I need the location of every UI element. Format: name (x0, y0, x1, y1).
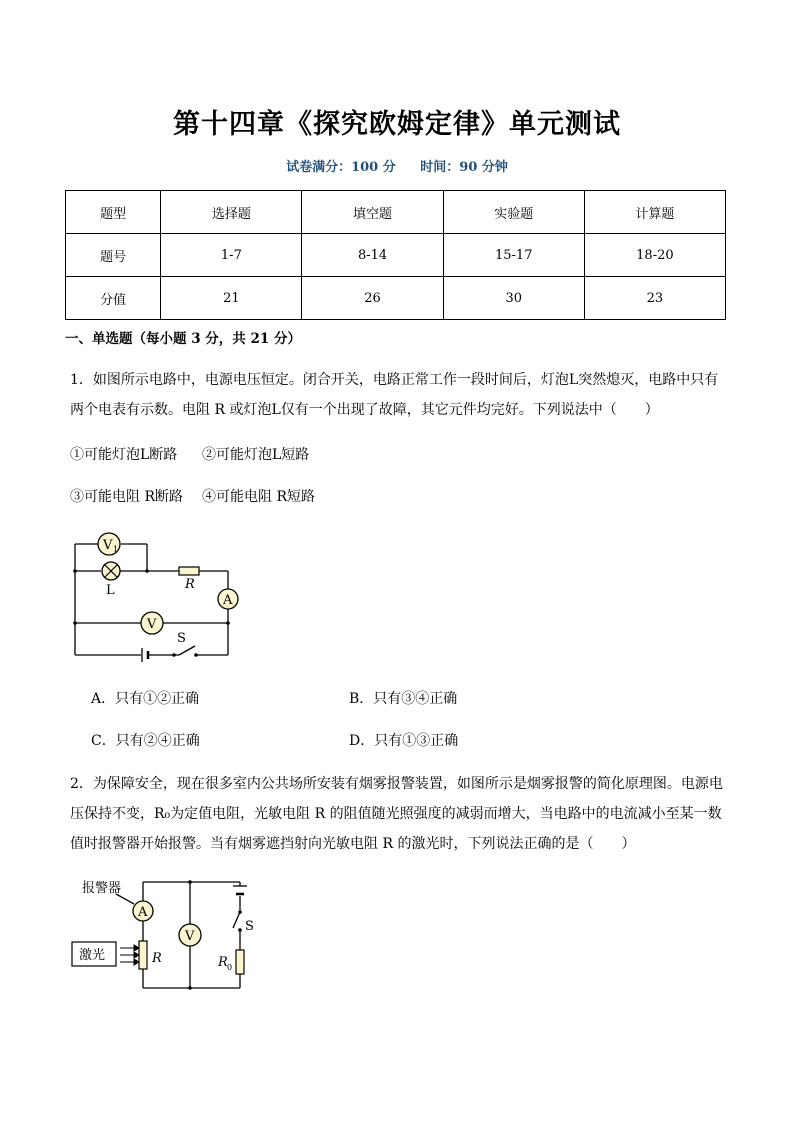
svg-text:R: R (152, 951, 162, 966)
voltmeter-icon (141, 612, 163, 634)
q2-stem-line: 2．为保障安全，现在很多室内公共场所安装有烟雾报警装置，如图所示是烟雾报警的简化原理图。电源电 (70, 776, 723, 792)
laser-arrow-icon (120, 945, 139, 965)
q1-stem (70, 365, 730, 425)
resistor-icon (179, 567, 199, 592)
q1-circuit-diagram (65, 522, 245, 667)
table-cell: 30 (443, 277, 584, 320)
exam-info (0, 156, 794, 175)
table-row (66, 277, 726, 320)
q1-statement-1: ①可能灯泡L断路 (70, 447, 178, 463)
svg-text:激光: 激光 (79, 948, 106, 963)
table-cell: 1-7 (161, 234, 302, 277)
svg-text:R: R (218, 955, 228, 970)
svg-text:S: S (177, 631, 186, 646)
svg-text:A: A (223, 593, 233, 608)
q1-stem-line: 两个电表有示数。电阻 R 或灯泡L仅有一个出现了故障，其它元件均完好。下列说法中（ ） (70, 402, 659, 418)
battery-icon (142, 648, 148, 662)
table-cell: 23 (584, 277, 725, 320)
q1-stem-line: 1．如图所示电路中，电源电压恒定。闭合开关，电路正常工作一段时间后，灯泡L突然熄灭，电路中只有 (70, 372, 719, 388)
table-cell: 21 (161, 277, 302, 320)
switch-icon (172, 631, 198, 657)
table-row (66, 234, 726, 277)
full-score: 试卷满分：100 分 (286, 160, 396, 175)
q1-statement-2: ②可能灯泡L短路 (202, 447, 310, 463)
alarm-label: 报警器 (82, 881, 122, 896)
q2-stem-line: 值时报警器开始报警。当有烟雾遮挡射向光敏电阻 R 的激光时，下列说法正确的是（ ） (70, 836, 636, 852)
table-cell: 8-14 (302, 234, 443, 277)
svg-text:1: 1 (113, 545, 119, 554)
svg-text:0: 0 (227, 963, 233, 972)
table-cell: 填空题 (302, 191, 443, 234)
lamp-icon (102, 562, 120, 598)
fixed-resistor-r0-icon (217, 950, 244, 974)
photoresistor-icon (139, 941, 162, 969)
table-cell: 题号 (66, 234, 161, 277)
svg-text:V: V (103, 538, 113, 553)
table-cell: 18-20 (584, 234, 725, 277)
table-cell: 计算题 (584, 191, 725, 234)
svg-text:R: R (185, 577, 195, 592)
table-cell: 选择题 (161, 191, 302, 234)
table-row (66, 191, 726, 234)
voltmeter-v1-icon (98, 533, 120, 555)
q1-option-a[interactable]: A．只有①②正确 (91, 691, 200, 707)
svg-text:S: S (245, 919, 254, 934)
score-table (65, 190, 726, 320)
switch-icon (238, 910, 254, 934)
q1-option-c[interactable]: C．只有②④正确 (91, 733, 200, 749)
table-cell: 15-17 (443, 234, 584, 277)
q2-stem (70, 769, 730, 859)
svg-text:A: A (138, 905, 148, 920)
voltmeter-icon (179, 924, 201, 946)
section-heading: 一、单选题（每小题 3 分，共 21 分） (65, 331, 301, 347)
exam-time: 时间：90 分钟 (420, 160, 508, 175)
svg-text:L: L (106, 583, 115, 598)
page-title: 第十四章《探究欧姆定律》单元测试 (173, 109, 621, 140)
table-cell: 分值 (66, 277, 161, 320)
table-cell: 26 (302, 277, 443, 320)
q1-statement-4: ④可能电阻 R短路 (202, 489, 315, 505)
ammeter-icon (133, 901, 153, 921)
ammeter-icon (218, 589, 238, 609)
svg-text:V: V (147, 617, 157, 632)
battery-icon (233, 886, 247, 894)
table-cell: 实验题 (443, 191, 584, 234)
q2-circuit-diagram (68, 872, 268, 994)
table-cell: 题型 (66, 191, 161, 234)
q1-option-b[interactable]: B．只有③④正确 (349, 691, 458, 707)
laser-box (72, 942, 116, 966)
q1-statement-3: ③可能电阻 R断路 (70, 489, 183, 505)
svg-text:V: V (185, 929, 195, 944)
q2-stem-line: 压保持不变，R₀为定值电阻，光敏电阻 R 的阻值随光照强度的减弱而增大，当电路中的电流减小至某一数 (70, 806, 722, 822)
q1-option-d[interactable]: D．只有①③正确 (349, 733, 459, 749)
